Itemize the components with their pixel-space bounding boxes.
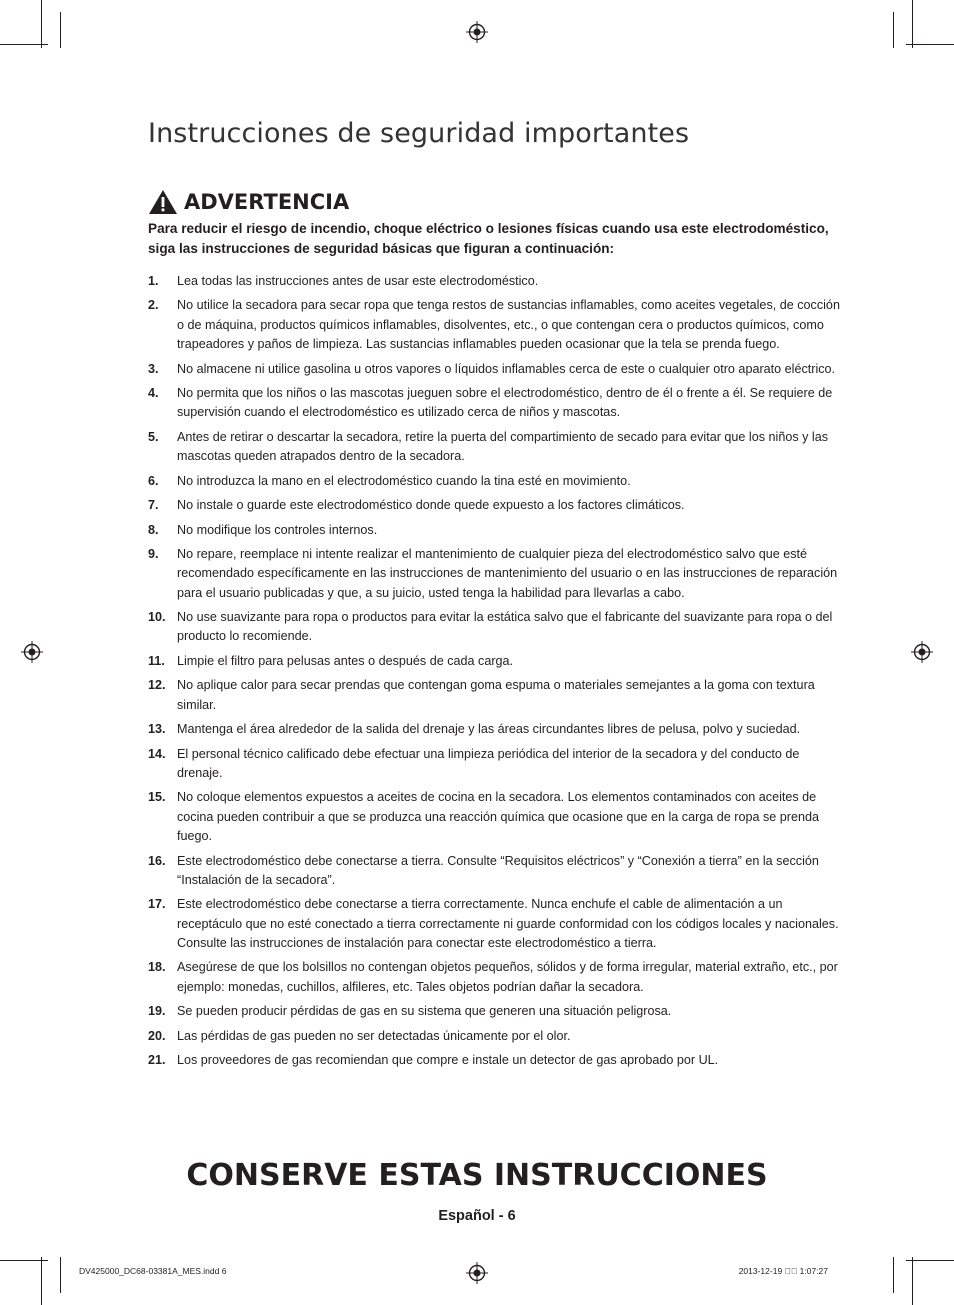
crop-mark — [912, 0, 913, 48]
registration-mark-icon — [21, 641, 43, 663]
list-item-number: 18. — [148, 960, 166, 975]
page-title: Instrucciones de seguridad importantes — [148, 118, 690, 149]
list-item-number: 10. — [148, 610, 166, 625]
list-item — [148, 496, 843, 515]
list-item — [148, 652, 843, 671]
list-item-number: 11. — [148, 653, 165, 668]
list-item-number: 21. — [148, 1053, 166, 1068]
list-item-text: No coloque elementos expuestos a aceites de cocina en la secadora. Los elementos contaminados con aceites de cocina pueden contribuir a que se produzca una reacción química que ocasione que en la carga de ropa se prenda fuego. — [177, 790, 820, 844]
file-slug: DV425000_DC68-03381A_MES.indd 6 — [79, 1266, 227, 1276]
list-item-text: Este electrodoméstico debe conectarse a tierra correctamente. Nunca enchufe el cable de alimentación a un receptáculo que no esté conectado a tierra correctamente ni guarde conformidad con los códigos locales y nacionales. Consulte las instrucciones de instalación para conectar este electrodoméstico a tierra. — [177, 897, 839, 950]
list-item-number: 20. — [148, 1028, 166, 1043]
warning-intro: Para reducir el riesgo de incendio, choque eléctrico o lesiones físicas cuando usa este electrodoméstico, siga las instrucciones de seguridad básicas que figuran a continuación: — [148, 221, 829, 256]
list-item — [148, 852, 843, 891]
list-item-text: No repare, reemplace ni intente realizar el mantenimiento de cualquier pieza del electrodoméstico salvo que esté recomendado específicamente en las instrucciones de mantenimiento del usuario o en las instrucciones de reparación para el usuario publicadas y que, a su juicio, usted tenga la habilidad para llevarlas a cabo. — [177, 547, 838, 600]
list-item-number: 19. — [148, 1004, 166, 1019]
list-item-number: 15. — [148, 790, 166, 805]
crop-mark — [41, 1257, 42, 1305]
list-item — [148, 384, 843, 423]
list-item-number: 5. — [148, 429, 159, 444]
list-item — [148, 745, 843, 784]
list-item — [148, 788, 843, 846]
list-item-text: Antes de retirar o descartar la secadora, retire la puerta del compartimiento de secado para evitar que los niños y las mascotas queden atrapados dentro de la secadora. — [177, 429, 829, 464]
list-item-number: 13. — [148, 722, 166, 737]
list-item — [148, 545, 843, 603]
list-item — [148, 1002, 843, 1021]
warning-triangle-icon — [148, 189, 178, 215]
list-item-number: 1. — [148, 274, 159, 288]
list-item-text: No use suavizante para ropa o productos para evitar la estática salvo que el fabricante del suavizante para ropa o del producto lo recomiende. — [177, 610, 833, 644]
list-item-text: El personal técnico calificado debe efectuar una limpieza periódica del interior de la secadora y del conducto de drenaje. — [177, 746, 800, 780]
list-item — [148, 608, 843, 647]
list-item-number: 17. — [148, 897, 166, 912]
crop-mark — [60, 1257, 61, 1293]
list-item-text: No permita que los niños o las mascotas jueguen sobre el electrodoméstico, dentro de él o frente a él. Se requiere de supervisión cuando el electrodoméstico es utilizado cerca de niños y mascotas. — [177, 386, 833, 420]
list-item-text: Asegúrese de que los bolsillos no contengan objetos pequeños, sólidos y de forma irregular, material extraño, etc., por ejemplo: monedas, cuchillos, alfileres, etc. Tales objetos podrían dañar la secadora. — [177, 960, 838, 994]
list-item-text: Los proveedores de gas recomiendan que compre e instale un detector de gas aprobado por UL. — [177, 1053, 719, 1068]
list-item-number: 2. — [148, 298, 159, 313]
list-item — [148, 428, 843, 467]
list-item — [148, 676, 843, 715]
list-item-number: 12. — [148, 678, 166, 693]
list-item-text: No almacene ni utilice gasolina u otros vapores o líquidos inflamables cerca de este o cualquier otro aparato eléctrico. — [177, 361, 836, 376]
crop-mark — [893, 12, 894, 48]
list-item — [148, 472, 843, 491]
list-item-text: No instale o guarde este electrodoméstico donde quede expuesto a los factores climáticos. — [177, 498, 685, 513]
list-item-text: No modifique los controles internos. — [177, 522, 378, 537]
list-item-number: 8. — [148, 522, 159, 537]
list-item-text: Limpie el filtro para pelusas antes o después de cada carga. — [177, 653, 514, 668]
warning-label: ADVERTENCIA — [184, 190, 350, 214]
crop-mark — [41, 0, 42, 48]
crop-mark — [906, 1260, 954, 1261]
warning-header — [148, 188, 349, 216]
list-item — [148, 272, 843, 291]
list-item-number: 4. — [148, 386, 159, 401]
list-item-text: No introduzca la mano en el electrodoméstico cuando la tina esté en movimiento. — [177, 473, 631, 488]
page-number: Español - 6 — [438, 1208, 516, 1224]
crop-mark — [893, 1257, 894, 1293]
date-slug: 2013-12-19 ￿￿ 1:07:27 — [738, 1266, 828, 1276]
list-item-number: 9. — [148, 547, 159, 562]
list-item — [148, 895, 843, 953]
crop-mark — [60, 12, 61, 48]
save-instructions-heading: CONSERVE ESTAS INSTRUCCIONES — [186, 1158, 768, 1193]
list-item-text: Lea todas las instrucciones antes de usar este electrodoméstico. — [177, 274, 539, 288]
list-item — [148, 296, 843, 354]
list-item-text: Las pérdidas de gas pueden no ser detectadas únicamente por el olor. — [177, 1028, 571, 1043]
list-item-text: No aplique calor para secar prendas que contengan goma espuma o materiales semejantes a la goma con textura similar. — [177, 678, 815, 712]
registration-mark-icon — [911, 641, 933, 663]
crop-mark — [912, 1257, 913, 1305]
list-item-number: 7. — [148, 498, 159, 513]
list-item — [148, 958, 843, 997]
safety-instruction-list — [148, 272, 843, 1076]
list-item-text: No utilice la secadora para secar ropa que tenga restos de sustancias inflamables, como aceites vegetales, de cocción o de máquina, productos químicos inflamables, disolventes, etc., o que contengan cera o productos químicos, como trapeadores y paños de limpieza. Las sustancias inflamables pueden ocasionar que la tela se prenda fuego. — [177, 298, 840, 352]
list-item-text: Este electrodoméstico debe conectarse a tierra. Consulte “Requisitos eléctricos” y “Conexión a tierra” en la sección “Instalación de la secadora”. — [177, 853, 819, 887]
list-item-number: 6. — [148, 473, 159, 488]
list-item — [148, 1051, 843, 1070]
registration-mark-icon — [466, 1262, 488, 1284]
registration-mark-icon — [466, 21, 488, 43]
list-item — [148, 720, 843, 739]
list-item — [148, 1027, 843, 1046]
crop-mark — [906, 44, 954, 45]
list-item-number: 14. — [148, 746, 166, 761]
list-item-text: Mantenga el área alrededor de la salida del drenaje y las áreas circundantes libres de pelusa, polvo y suciedad. — [177, 722, 801, 737]
list-item-text: Se pueden producir pérdidas de gas en su sistema que generen una situación peligrosa. — [177, 1004, 672, 1019]
list-item-number: 3. — [148, 361, 159, 376]
list-item — [148, 521, 843, 540]
list-item-number: 16. — [148, 853, 166, 868]
list-item — [148, 360, 843, 379]
